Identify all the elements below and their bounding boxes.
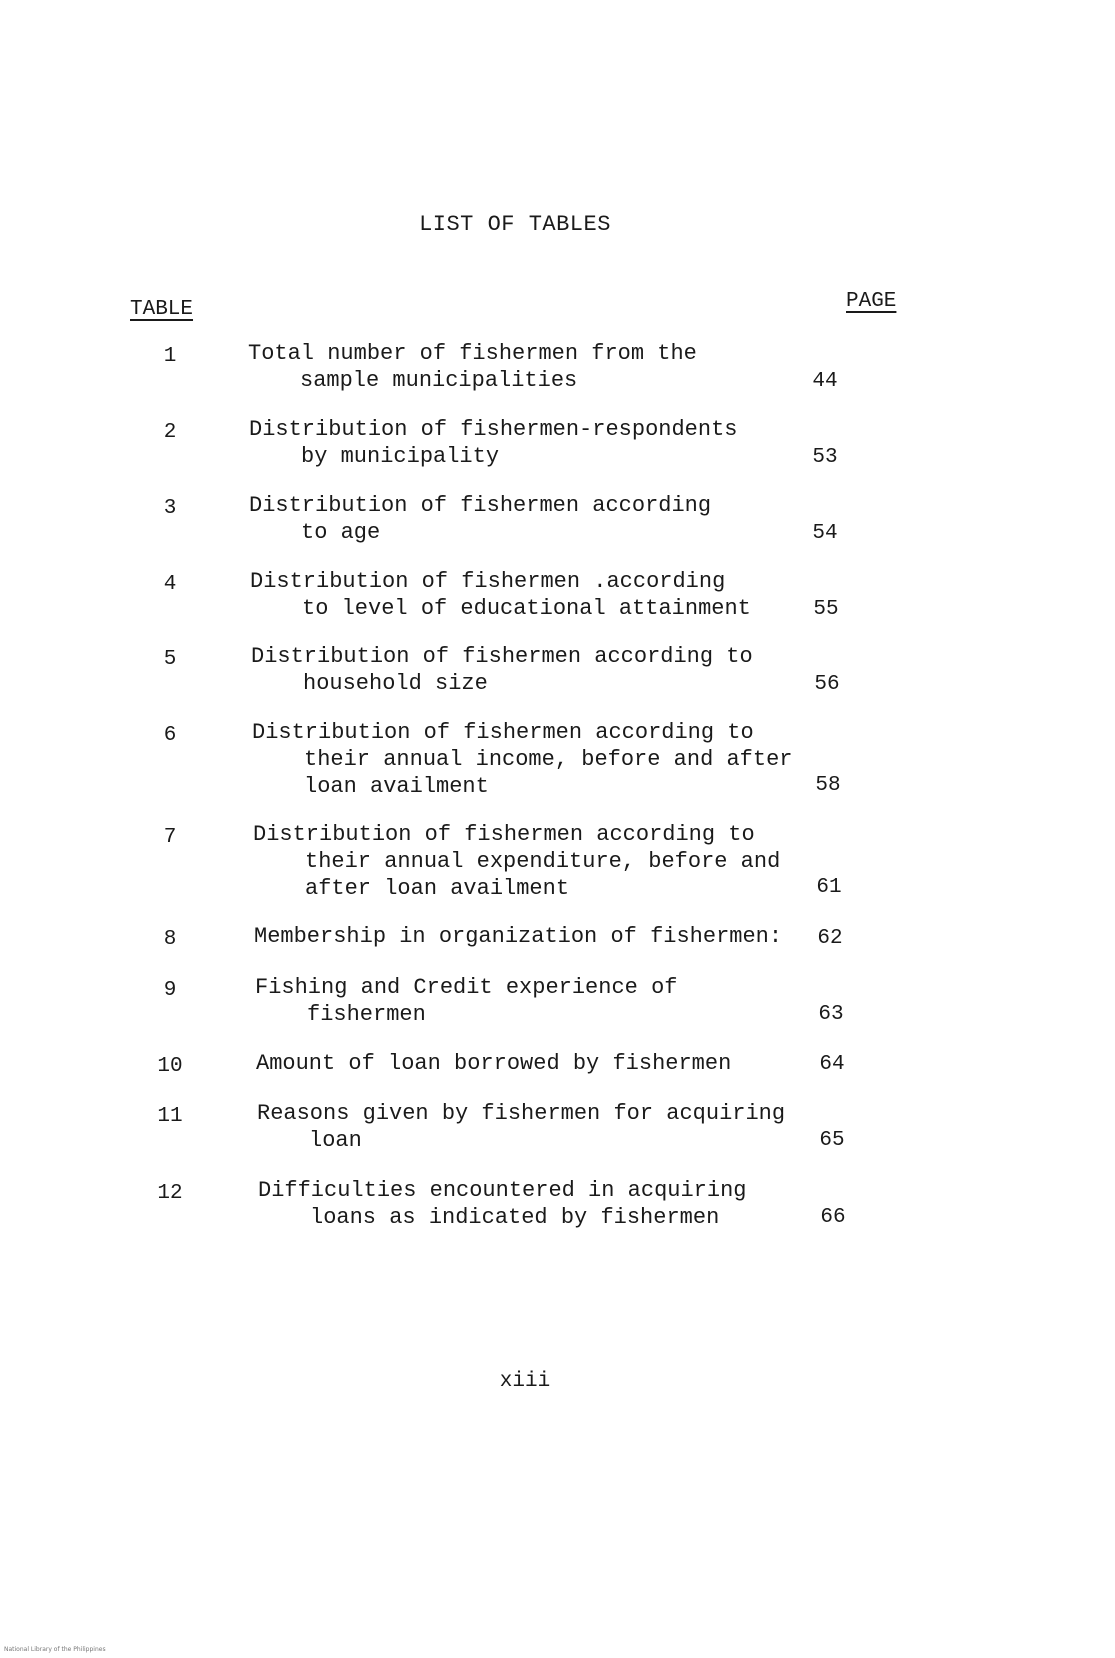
table-number: 11 bbox=[157, 1105, 183, 1128]
page-reference: 55 bbox=[813, 598, 839, 621]
page-reference: 66 bbox=[820, 1206, 846, 1229]
page-column-heading: PAGE bbox=[846, 290, 897, 313]
table-number: 1 bbox=[163, 345, 177, 368]
table-caption bbox=[254, 923, 782, 950]
caption-line: their annual income, before and after bbox=[304, 747, 793, 772]
caption-line: Fishing and Credit experience of bbox=[255, 975, 678, 1000]
page-reference: 61 bbox=[816, 876, 842, 899]
table-caption bbox=[249, 492, 711, 546]
page-title: LIST OF TABLES bbox=[419, 212, 611, 237]
table-caption bbox=[250, 568, 751, 622]
table-caption bbox=[251, 643, 753, 697]
table-number: 9 bbox=[163, 979, 177, 1002]
table-caption bbox=[255, 974, 677, 1028]
page-reference: 65 bbox=[819, 1129, 845, 1152]
page-reference: 53 bbox=[812, 446, 838, 469]
table-caption bbox=[248, 340, 697, 394]
table-number: 8 bbox=[163, 928, 177, 951]
caption-line: loans as indicated by fishermen bbox=[310, 1205, 720, 1230]
page-reference: 62 bbox=[817, 927, 843, 950]
table-caption bbox=[256, 1050, 731, 1077]
caption-line: sample municipalities bbox=[300, 368, 578, 393]
table-number: 2 bbox=[163, 421, 177, 444]
table-number: 10 bbox=[157, 1055, 183, 1078]
table-number: 7 bbox=[163, 826, 177, 849]
page-reference: 44 bbox=[812, 370, 838, 393]
page-number: xiii bbox=[499, 1370, 551, 1393]
caption-line: after loan availment bbox=[305, 876, 570, 901]
caption-line: their annual expenditure, before and bbox=[305, 849, 781, 874]
caption-line: by municipality bbox=[301, 444, 500, 469]
caption-line: household size bbox=[303, 671, 488, 696]
caption-line: to level of educational attainment bbox=[302, 596, 751, 621]
table-caption bbox=[252, 719, 792, 800]
caption-line: to age bbox=[301, 520, 381, 545]
caption-line: Distribution of fishermen according to bbox=[252, 720, 754, 745]
table-caption bbox=[258, 1177, 746, 1231]
caption-line: Distribution of fishermen according bbox=[249, 493, 712, 518]
table-number: 12 bbox=[157, 1182, 183, 1205]
caption-line: fishermen bbox=[307, 1002, 426, 1027]
table-number: 5 bbox=[163, 648, 177, 671]
table-number: 6 bbox=[163, 724, 177, 747]
table-caption bbox=[257, 1100, 785, 1154]
caption-line: Reasons given by fishermen for acquiring bbox=[257, 1101, 786, 1126]
caption-line: loan bbox=[309, 1128, 362, 1153]
page-reference: 58 bbox=[815, 774, 841, 797]
table-caption bbox=[253, 821, 780, 902]
caption-line: Total number of fishermen from the bbox=[248, 341, 697, 366]
caption-line: Distribution of fishermen according to bbox=[251, 644, 753, 669]
caption-line: Membership in organization of fishermen: bbox=[254, 924, 783, 949]
caption-line: Distribution of fishermen .according bbox=[250, 569, 726, 594]
table-caption bbox=[249, 416, 737, 470]
page-reference: 54 bbox=[812, 522, 838, 545]
table-column-heading: TABLE bbox=[130, 298, 194, 321]
page-reference: 64 bbox=[819, 1053, 845, 1076]
page-reference: 63 bbox=[818, 1003, 844, 1026]
page-reference: 56 bbox=[814, 673, 840, 696]
caption-line: Distribution of fishermen according to bbox=[253, 822, 755, 847]
caption-line: Amount of loan borrowed by fishermen bbox=[256, 1051, 732, 1076]
caption-line: Difficulties encountered in acquiring bbox=[258, 1178, 747, 1203]
table-number: 4 bbox=[163, 573, 177, 596]
caption-line: Distribution of fishermen-respondents bbox=[249, 417, 738, 442]
library-stamp: National Library of the Philippines bbox=[4, 1646, 106, 1653]
table-number: 3 bbox=[163, 497, 177, 520]
caption-line: loan availment bbox=[304, 774, 489, 799]
